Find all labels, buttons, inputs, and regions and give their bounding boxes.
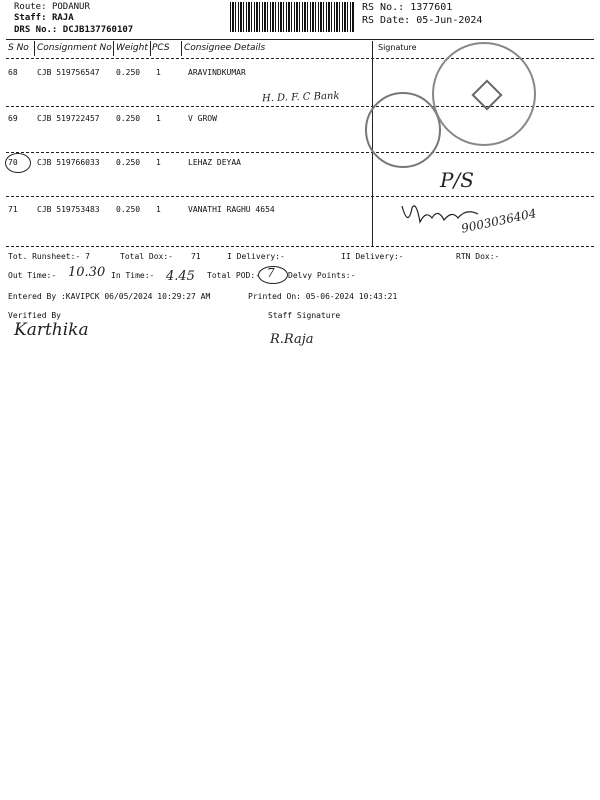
verifier-signature: Karthika xyxy=(14,320,89,340)
in-time-label: In Time:- xyxy=(111,271,155,280)
company-stamp-small xyxy=(365,92,441,168)
row-68-consignee: ARAVINDKUMAR xyxy=(188,68,246,77)
row-divider xyxy=(6,196,594,197)
col-sep xyxy=(34,41,35,56)
row-71-sno: 71 xyxy=(8,205,18,214)
col-header-consignment: Consignment No xyxy=(37,43,112,53)
route-label: Route: xyxy=(14,2,47,12)
table-bottom-rule xyxy=(6,246,594,247)
row-69-consignee: V GROW xyxy=(188,114,217,123)
row-70-consignee: LEHAZ DEYAA xyxy=(188,158,241,167)
staff-label: Staff: xyxy=(14,13,47,23)
col-header-pcs: PCS xyxy=(152,43,170,53)
in-time-handwritten: 4.45 xyxy=(166,269,195,284)
row-70-sno: 70 xyxy=(8,158,18,167)
row-divider xyxy=(6,152,594,153)
drs-value: DCJB137760107 xyxy=(62,25,134,35)
table-top-rule xyxy=(6,39,594,40)
tot-runsheet: Tot. Runsheet:- 7 xyxy=(8,252,90,261)
row-69-consignment: CJB 519722457 xyxy=(37,114,100,123)
staff-handwritten-signature: R.Raja xyxy=(270,332,314,347)
col-header-sno: S No xyxy=(8,43,29,53)
printed-on: Printed On: 05-06-2024 10:43:21 xyxy=(248,292,398,301)
drs-line xyxy=(14,25,133,35)
staff-signature-label: Staff Signature xyxy=(268,311,341,320)
rs-no-label: RS No.: xyxy=(362,2,405,13)
total-dox-value: 71 xyxy=(191,252,201,261)
row-70-weight: 0.250 xyxy=(116,158,141,167)
barcode xyxy=(230,2,354,32)
row-70-handwritten-ps: P/S xyxy=(440,168,474,192)
drs-label: DRS No.: xyxy=(14,25,58,35)
row-69-pcs: 1 xyxy=(156,114,161,123)
out-time-label: Out Time:- xyxy=(8,271,57,280)
rtn-dox: RTN Dox:- xyxy=(456,252,500,261)
out-time-handwritten: 10.30 xyxy=(68,265,106,280)
col-header-consignee: Consignee Details xyxy=(184,43,266,53)
pod-handwritten: 7 xyxy=(267,266,275,280)
verified-by: Verified By xyxy=(8,311,61,320)
rs-no-line xyxy=(362,2,452,13)
route-value: PODANUR xyxy=(51,2,90,12)
row-68-weight: 0.250 xyxy=(116,68,141,77)
entered-by: Entered By :KAVIPCK 06/05/2024 10:29:27 AM xyxy=(8,292,211,301)
rs-date-label: RS Date: xyxy=(362,15,411,26)
row-70-consignment: CJB 519766033 xyxy=(37,158,100,167)
col-header-weight: Weight xyxy=(116,43,148,53)
total-pod-label: Total POD:- xyxy=(207,271,260,280)
col-sep xyxy=(113,41,114,56)
delvy-points: Delvy Points:- xyxy=(288,271,356,280)
row-68-sno: 68 xyxy=(8,68,18,77)
row-68-consignment: CJB 519756547 xyxy=(37,68,100,77)
col-header-signature: Signature xyxy=(378,43,417,52)
col-sep xyxy=(372,41,373,56)
rs-date-value: 05-Jun-2024 xyxy=(416,15,483,26)
row-68-pcs: 1 xyxy=(156,68,161,77)
ii-delivery: II Delivery:- xyxy=(341,252,404,261)
row-71-consignee: VANATHI RAGHU 4654 xyxy=(188,205,275,214)
col-sep xyxy=(150,41,151,56)
row-70-pcs: 1 xyxy=(156,158,161,167)
row-71-handwritten-phone: 9003036404 xyxy=(460,206,538,236)
rs-date-line xyxy=(362,15,482,26)
staff-value: RAJA xyxy=(51,13,74,23)
row-71-weight: 0.250 xyxy=(116,205,141,214)
total-dox-label: Total Dox:- xyxy=(120,252,173,261)
i-delivery: I Delivery:- xyxy=(227,252,285,261)
row-68-handwritten-note: H. D. F. C Bank xyxy=(261,90,340,105)
staff-line xyxy=(14,13,74,23)
row-69-weight: 0.250 xyxy=(116,114,141,123)
row-69-sno: 69 xyxy=(8,114,18,123)
route-line xyxy=(14,2,90,12)
col-sep xyxy=(181,41,182,56)
row-71-consignment: CJB 519753483 xyxy=(37,205,100,214)
row-71-pcs: 1 xyxy=(156,205,161,214)
rs-no-value: 1377601 xyxy=(410,2,453,13)
